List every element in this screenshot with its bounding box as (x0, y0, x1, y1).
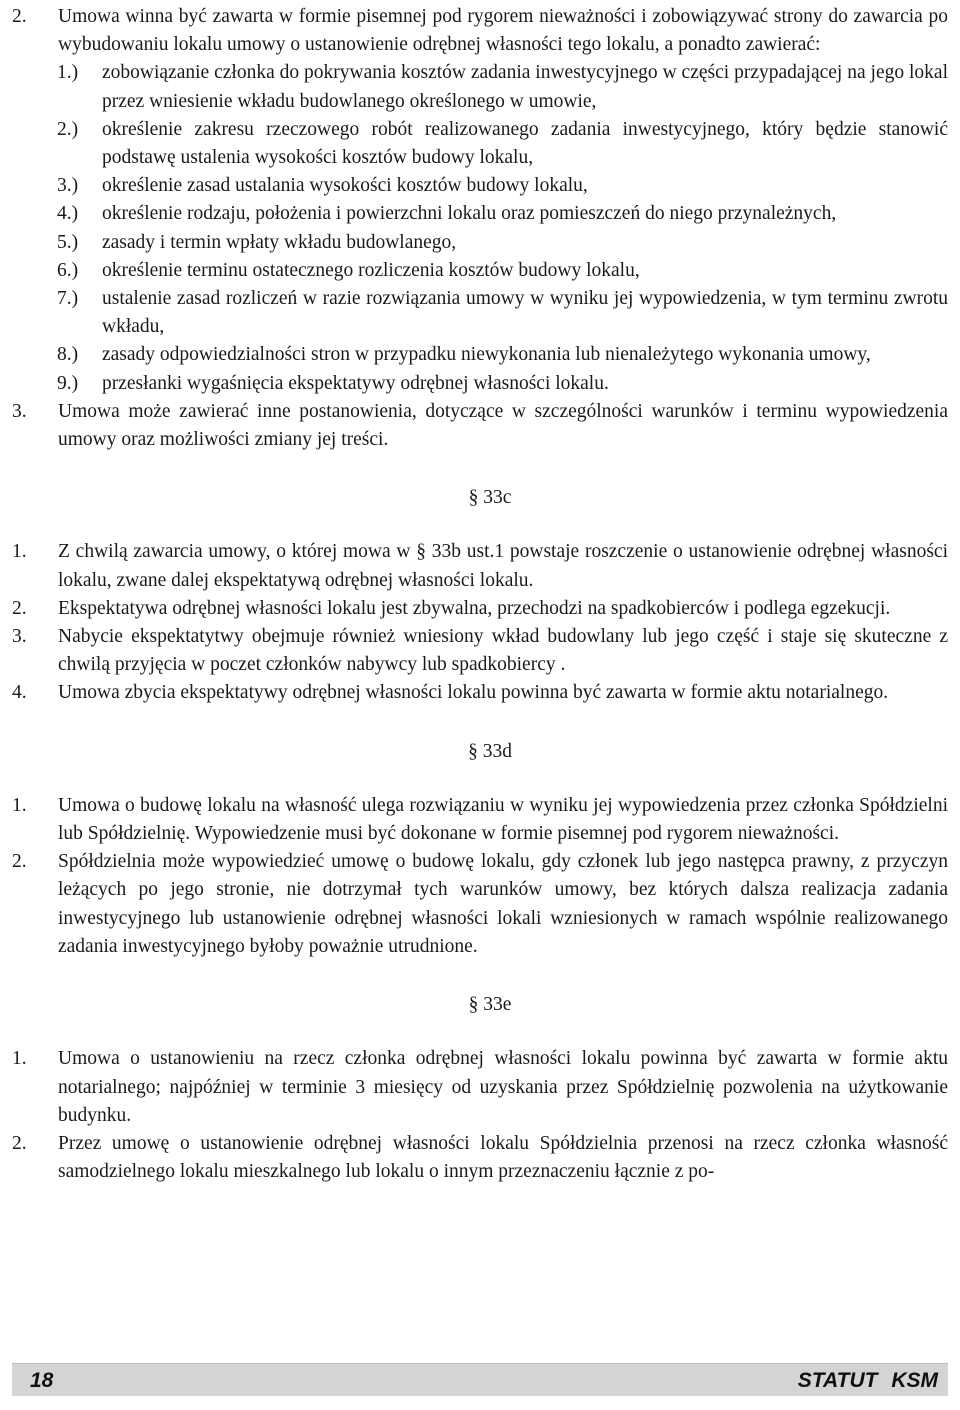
sub-item (57, 285, 948, 341)
sub-item-number: 4.) (57, 203, 79, 225)
item-number: 2. (12, 6, 27, 27)
sub-item-text: określenie zakresu rzeczowego robót realizowanego zadania inwestycyjnego, który będzie stanowić podstawę ustalenia wysokości kosztów budowy lokalu, (102, 118, 948, 169)
item-number: 2. (12, 1132, 27, 1154)
section-heading-33d: § 33d (468, 740, 512, 762)
sub-item (57, 257, 948, 285)
sub-item (57, 341, 948, 369)
sub-item-text: ustalenie zasad rozliczeń w razie rozwiązania umowy w wyniku jej wypowiedzenia, w tym terminu zwrotu wkładu, (102, 288, 948, 338)
sub-item (57, 59, 948, 115)
sub-item (57, 200, 948, 228)
paragraph-item (12, 848, 948, 961)
item-text: Umowa winna być zawarta w formie pisemnej pod rygorem nieważności i zobowiązywać strony do zawarcia po wybudowaniu lokalu umowy o ustanowienie odrębnej własności tego lokalu, a ponadto zawierać: (58, 6, 948, 56)
item-number: 1. (12, 541, 27, 563)
sub-item-number: 5.) (57, 231, 79, 253)
sub-item-text: przesłanki wygaśnięcia ekspektatywy odrębnej własności lokalu. (102, 372, 609, 394)
sub-item (57, 172, 948, 200)
sub-item (57, 229, 948, 257)
paragraph-item (12, 398, 948, 454)
paragraph-item (12, 538, 948, 594)
sub-item-text: określenie zasad ustalania wysokości kosztów budowy lokalu, (102, 175, 588, 197)
sub-item-number: 2.) (57, 118, 79, 140)
sub-item-number: 9.) (57, 372, 79, 394)
sub-item-number: 8.) (57, 344, 79, 366)
item-text: Umowa może zawierać inne postanowienia, dotyczące w szczególności warunków i terminu wypowiedzenia umowy oraz możliwości zmiany jej treści. (58, 400, 948, 451)
sub-item-text: określenie rodzaju, położenia i powierzchni lokalu oraz pomieszczeń do niego przynależnych, (102, 203, 837, 225)
item-text: Umowa zbycia ekspektatywy odrębnej własności lokalu powinna być zawarta w formie aktu notarialnego. (58, 682, 889, 704)
item-number: 1. (12, 794, 27, 816)
paragraph-item (12, 792, 948, 848)
paragraph-item (12, 3, 948, 59)
item-number: 4. (12, 682, 27, 704)
footer-title: STATUT KSM (797, 1369, 938, 1392)
sub-item (57, 370, 948, 398)
page-number: 18 (30, 1369, 54, 1392)
item-number: 2. (12, 851, 27, 873)
item-number: 2. (12, 597, 27, 619)
section-heading-33c: § 33c (468, 487, 512, 509)
item-text: Umowa o budowę lokalu na własność ulega rozwiązaniu w wyniku jej wypowiedzenia przez członka Spółdzielni lub Spółdzielnię. Wypowiedzenie musi być dokonane w formie pisemnej pod rygorem nieważności. (58, 794, 948, 845)
sub-item-text: zasady odpowiedzialności stron w przypadku niewykonania lub nienależytego wykonania umowy, (102, 344, 871, 366)
item-number: 1. (12, 1048, 27, 1070)
item-text: Umowa o ustanowieniu na rzecz członka odrębnej własności lokalu powinna być zawarta w formie aktu notarialnego; najpóźniej w terminie 3 miesięcy od uzyskania przez Spółdzielnię pozwolenia na użytkowanie budynku. (58, 1048, 948, 1126)
paragraph-item (12, 1045, 948, 1130)
sub-item-number: 6.) (57, 259, 79, 281)
item-number: 3. (12, 626, 27, 648)
sub-item-number: 3.) (57, 175, 79, 197)
sub-item-number: 1.) (57, 62, 79, 84)
paragraph-item (12, 595, 948, 623)
item-text: Spółdzielnia może wypowiedzieć umowę o budowę lokalu, gdy członek lub jego następca prawny, z przyczyn leżących po jego stronie, nie dotrzymał tych warunków umowy, bez których dalsza realizacja zadania inwestycyjnego lub ustanowienie odrębnej własności lokali wzniesionych w ramach wspólnie realizowanego zadania inwestycyjnego byłoby poważnie utrudnione. (58, 851, 948, 957)
sub-item-text: określenie terminu ostatecznego rozliczenia kosztów budowy lokalu, (102, 259, 640, 281)
section-heading-33e: § 33e (468, 994, 512, 1016)
item-text: Z chwilą zawarcia umowy, o której mowa w § 33b ust.1 powstaje roszczenie o ustanowienie odrębnej własności lokalu, zwane dalej ekspektatywą odrębnej własności lokalu. (58, 541, 948, 591)
sub-item-number: 7.) (57, 288, 79, 310)
sub-item-text: zasady i termin wpłaty wkładu budowlanego, (102, 231, 457, 253)
paragraph-item (12, 679, 948, 707)
item-text: Ekspektatywa odrębnej własności lokalu jest zbywalna, przechodzi na spadkobierców i podlega egzekucji. (58, 597, 891, 619)
item-text: Przez umowę o ustanowienie odrębnej własności lokalu Spółdzielnia przenosi na rzecz członka własność samodzielnego lokalu mieszkalnego lub lokalu o innym przeznaczeniu łącznie z po- (58, 1132, 948, 1183)
item-text: Nabycie ekspektatytwy obejmuje również wniesiony wkład budowlany lub jego część i staje się skuteczne z chwilą przyjęcia w poczet członków nabywcy lub spadkobiercy . (58, 626, 948, 676)
document-page (12, 3, 948, 1186)
sub-item-text: zobowiązanie członka do pokrywania kosztów zadania inwestycyjnego w części przypadającej na jego lokal przez wniesienie wkładu budowlanego określonego w umowie, (102, 62, 948, 112)
sub-item (57, 116, 948, 172)
page-footer (12, 1363, 948, 1396)
paragraph-item (12, 1130, 948, 1186)
paragraph-item (12, 623, 948, 679)
item-number: 3. (12, 400, 27, 422)
